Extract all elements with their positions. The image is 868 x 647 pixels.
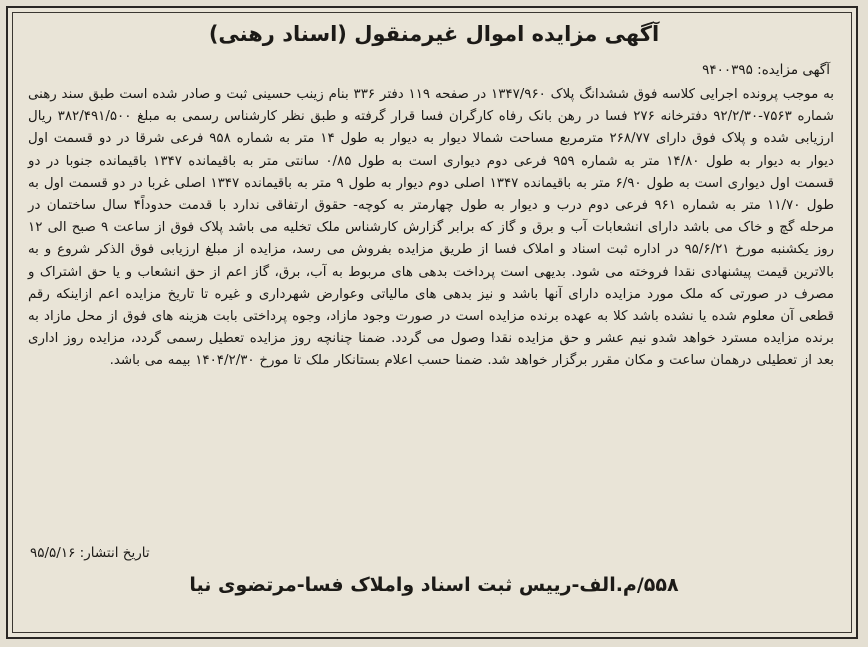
notice-signature: ۵۵۸/م.الف-رییس ثبت اسناد واملاک فسا-مرتضوی نیا	[189, 574, 679, 596]
auction-notice-number: آگهی مزایده: ۹۴۰۰۳۹۵	[702, 62, 830, 78]
notice-title: آگهی مزایده اموال غیرمنقول (اسناد رهنی)	[208, 22, 660, 46]
publication-date: تاریخ انتشار: ۹۵/۵/۱۶	[30, 545, 150, 561]
notice-body: به موجب پرونده اجرایی کلاسه فوق ششدانگ پلاک ۱۳۴۷/۹۶۰ در صفحه ۱۱۹ دفتر ۳۳۶ بنام زینب حسینی ثبت و صادر شده است طبق سند رهنی شماره ۷۵۶۳-۹۲/۲/۳۰ دفترخانه ۲۷۶ فسا در رهن بانک رفاه کارگران فسا قرار گرفته و طبق نظر کارشناس رسمی به مبلغ ۳۸۲/۴۹۱/۵۰۰ ریال ارزیابی شده و پلاک فوق دارای ۲۶۸/۷۷ مترمربع مساحت شمالا دیوار به دیوار به طول ۱۴ متر به شماره ۹۵۸ فرعی شرقا در دو قسمت اول دیوار به دیوار به طول ۱۴/۸۰ متر به شماره ۹۵۹ فرعی دوم دیواری است به طول ۰/۸۵ سانتی متر به باقیمانده ۱۳۴۷ باقیمانده جنوبا در دو قسمت اول دیواری است به طول ۶/۹۰ متر به باقیمانده ۱۳۴۷ اصلی دوم دیوار به طول ۹ متر به باقیمانده ۱۳۴۷ اصلی غربا در دو قسمت اول به طول ۱۱/۷۰ متر به شماره ۹۶۱ فرعی دوم درب و دیوار به طول چهارمتر به کوچه- حقوق ارتفاقی ندارد با قدمت حدوداً۴ سال ساختمان در مرحله گچ و خاک می باشد دارای انشعابات آب و برق و گاز که برابر گزارش کارشناس ملک تخلیه می باشد پلاک فوق از ساعت ۹ صبح الی ۱۲ روز یکشنبه مورخ ۹۵/۶/۲۱ در اداره ثبت اسناد و املاک فسا از طریق مزایده بفروش می رسد، مزایده از مبلغ ارزیابی فوق الذکر شروع و به بالاترین قیمت پیشنهادی نقدا فروخته می شود. بدیهی است پرداخت بدهی های مربوط به آب، برق، گاز اعم از حق انشعاب و یا حق اشتراک و مصرف در صورتی که ملک مورد مزایده دارای آنها باشد و نیز بدهی های مالیاتی وعوارض شهرداری و غیره تا تاریخ مزایده اعم ازاینکه رقم قطعی آن معلوم شده یا نشده باشد کلا به عهده برنده مزایده است در صورت وجود مازاد، وجوه پرداختی بابت هزینه های فوق از محل مازاد به برنده مزایده مسترد خواهد شدو نیم عشر و حق مزایده نقدا وصول می گردد. ضمنا چنانچه روز مزایده تعطیل رسمی گردد، مزایده روز اداری بعد از تعطیلی درهمان ساعت و مکان مقرر برگزار خواهد شد. ضمنا حسب اعلام بستانکار ملک تا مورخ ۱۴۰۴/۲/۳۰ بیمه می باشد.	[28, 87, 835, 369]
